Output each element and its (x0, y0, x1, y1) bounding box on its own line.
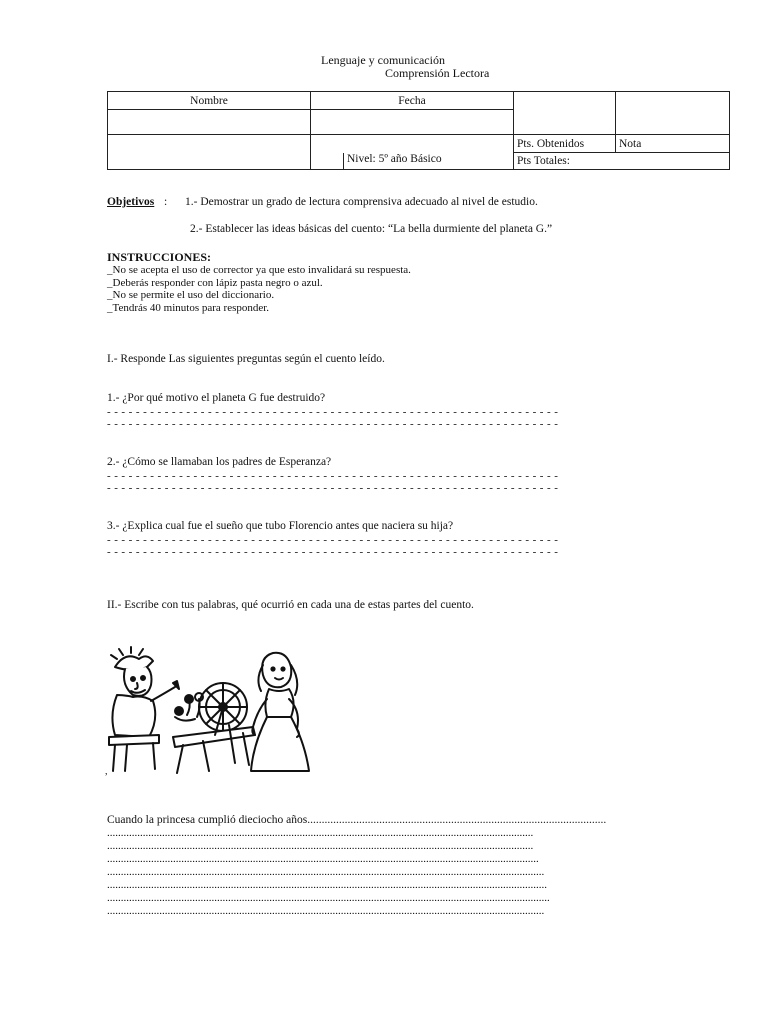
nivel-divider (107, 153, 344, 170)
prompt-text: Cuando la princesa cumplió dieciocho años (107, 814, 308, 826)
answer-line[interactable]: - - - - - - - - - - - - - - - - - - - - - - - - - - - - - - - - - - - - - - - - - - - - - - - - - - - - - - - - - - - - - - - (107, 482, 559, 494)
writing-line[interactable]: ................................................................................................................................................................. (107, 892, 550, 904)
nombre-field[interactable] (108, 110, 311, 135)
answer-line[interactable]: - - - - - - - - - - - - - - - - - - - - - - - - - - - - - - - - - - - - - - - - - - - - - - - - - - - - - - - - - - - - - - - (107, 534, 559, 546)
writing-line[interactable]: ........................................................................................................................................................... (107, 827, 534, 839)
pts-obtenidos-box[interactable] (514, 92, 616, 135)
nota-label: Nota (616, 135, 730, 153)
objetivos-label: Objetivos (107, 196, 155, 208)
writing-line[interactable]: ........................................................................................................ (307, 814, 607, 826)
prompt-cuando (107, 814, 606, 826)
instrucciones-list (107, 264, 411, 315)
question-3: 3.- ¿Explica cual fue el sueño que tubo Florencio antes que naciera su hija? (107, 520, 454, 532)
objetivo-2: 2.- Establecer las ideas básicas del cuento: “La bella durmiente del planeta G.” (190, 223, 553, 235)
question-1: 1.- ¿Por qué motivo el planeta G fue destruido? (107, 392, 326, 404)
instruccion-item: _No se permite el uso del diccionario. (107, 289, 275, 302)
instrucciones-title: INSTRUCCIONES: (107, 250, 212, 264)
pts-totales-label: Pts Totales: (514, 153, 730, 170)
section-2-title: II.- Escribe con tus palabras, qué ocurrió en cada una de estas partes del cuento. (107, 599, 474, 611)
subject-subtitle: Comprensión Lectora (385, 66, 490, 80)
spinning-wheel-illustration (103, 645, 323, 775)
nombre-header: Nombre (108, 92, 311, 110)
nivel-label: Nivel: 5º año Básico (347, 153, 442, 165)
answer-line[interactable]: - - - - - - - - - - - - - - - - - - - - - - - - - - - - - - - - - - - - - - - - - - - - - - - - - - - - - - - - - - - - - - - (107, 546, 559, 558)
writing-line[interactable]: ........................................................................................................................................................... (107, 840, 534, 852)
writing-line[interactable]: ............................................................................................................................................................... (107, 866, 545, 878)
section-1-title: I.- Responde Las siguientes preguntas según el cuento leído. (107, 353, 385, 365)
subject-title: Lenguaje y comunicación (321, 53, 445, 67)
pts-obtenidos-label: Pts. Obtenidos (514, 135, 616, 153)
objetivo-1: 1.- Demostrar un grado de lectura comprensiva adecuado al nivel de estudio. (185, 196, 538, 208)
fecha-field[interactable] (311, 110, 514, 135)
stray-mark: , (105, 766, 108, 777)
answer-line[interactable]: - - - - - - - - - - - - - - - - - - - - - - - - - - - - - - - - - - - - - - - - - - - - - - - - - - - - - - - - - - - - - - - (107, 406, 559, 418)
fecha-header: Fecha (311, 92, 514, 110)
instruccion-item: _Deberás responder con lápiz pasta negro o azul. (107, 276, 323, 289)
instruccion-item: _Tendrás 40 minutos para responder. (107, 302, 270, 315)
objetivos-colon: : (164, 196, 168, 208)
answer-line[interactable]: - - - - - - - - - - - - - - - - - - - - - - - - - - - - - - - - - - - - - - - - - - - - - - - - - - - - - - - - - - - - - - - (107, 470, 559, 482)
writing-line[interactable]: ............................................................................................................................................................... (107, 905, 545, 917)
instruccion-item: _No se acepta el uso de corrector ya que esto invalidará su respuesta. (107, 264, 411, 276)
question-2: 2.- ¿Cómo se llamaban los padres de Esperanza? (107, 456, 332, 468)
writing-line[interactable]: ............................................................................................................................................................. (107, 853, 539, 865)
writing-line[interactable]: ................................................................................................................................................................ (107, 879, 547, 891)
answer-line[interactable]: - - - - - - - - - - - - - - - - - - - - - - - - - - - - - - - - - - - - - - - - - - - - - - - - - - - - - - - - - - - - - - - (107, 418, 559, 430)
nota-box[interactable] (616, 92, 730, 135)
